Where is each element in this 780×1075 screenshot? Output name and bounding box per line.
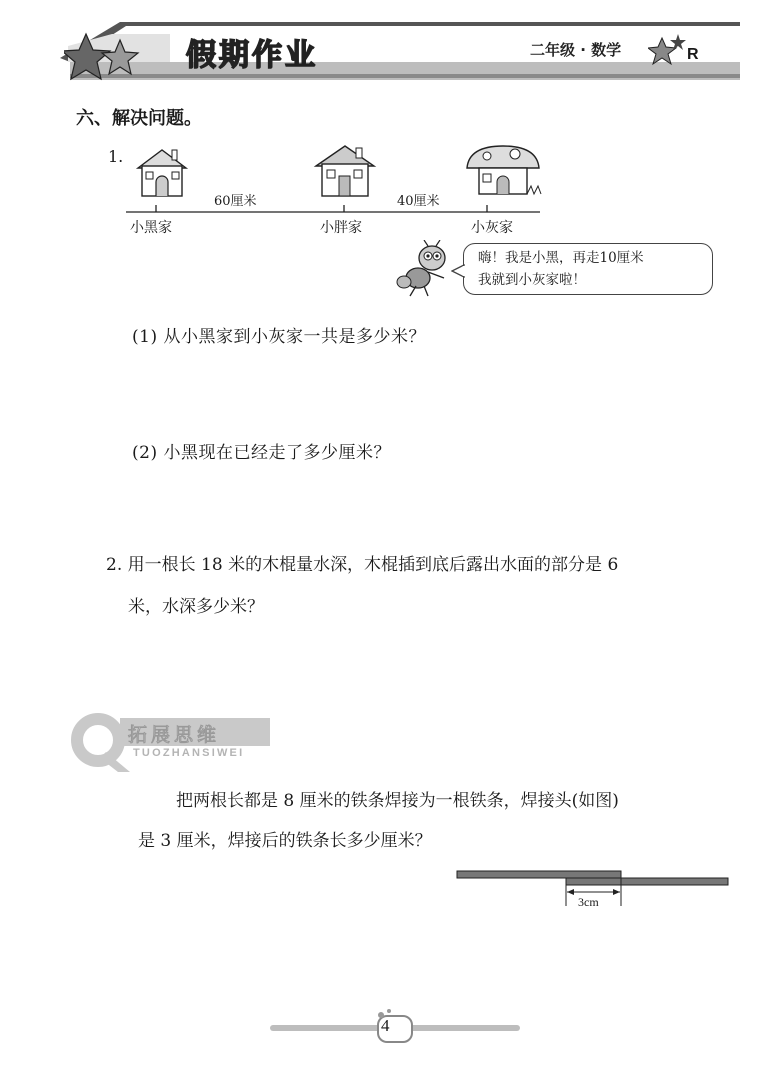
header-title: 假期作业 bbox=[186, 38, 318, 73]
page-number: 4 bbox=[381, 1016, 390, 1035]
mushroom-house-icon bbox=[463, 142, 547, 198]
house-1-icon bbox=[130, 146, 194, 198]
speech-bubble bbox=[463, 243, 713, 295]
extension-subtitle: TUOZHANSIWEI bbox=[133, 747, 245, 759]
footer-ornament bbox=[260, 1008, 530, 1048]
subquestion-2: (2) 小黑现在已经走了多少厘米？ bbox=[132, 443, 391, 463]
place-label: 小灰家 bbox=[471, 220, 513, 236]
speech-line-1: 嗨！我是小黑，再走10厘米 bbox=[478, 250, 644, 266]
question-2-line-1: 2. 用一根长 18 米的木棍量水深，木棍插到底后露出水面的部分是 6 bbox=[106, 555, 619, 575]
subquestion-1: (1) 从小黑家到小灰家一共是多少米？ bbox=[132, 327, 426, 347]
extension-title: 拓展思维 bbox=[128, 724, 221, 746]
house-2-icon bbox=[312, 142, 378, 198]
question-2-line-2: 米，水深多少米？ bbox=[128, 597, 264, 617]
question-1-number: 1. bbox=[108, 147, 124, 166]
extension-line-1: 把两根长都是 8 厘米的铁条焊接为一根铁条，焊接头(如图) bbox=[176, 791, 619, 811]
speech-line-2: 我就到小灰家啦！ bbox=[478, 272, 586, 288]
weld-length-label: 3cm bbox=[578, 895, 599, 909]
section-title: 六、解决问题。 bbox=[76, 108, 202, 129]
ant-icon bbox=[396, 240, 458, 300]
distance-right: 40厘米 bbox=[397, 194, 440, 209]
place-label: 小胖家 bbox=[320, 220, 362, 236]
distance-left: 60厘米 bbox=[214, 194, 257, 209]
place-label: 小黑家 bbox=[130, 220, 172, 236]
extension-line-2: 是 3 厘米，焊接后的铁条长多少厘米？ bbox=[138, 831, 432, 851]
speech-bubble-tail bbox=[451, 264, 467, 278]
star-icon bbox=[64, 30, 144, 88]
grade-subject: 二年级 · 数学 bbox=[530, 41, 622, 59]
header-stars-icon bbox=[648, 30, 688, 70]
edition-badge: R bbox=[687, 46, 699, 63]
